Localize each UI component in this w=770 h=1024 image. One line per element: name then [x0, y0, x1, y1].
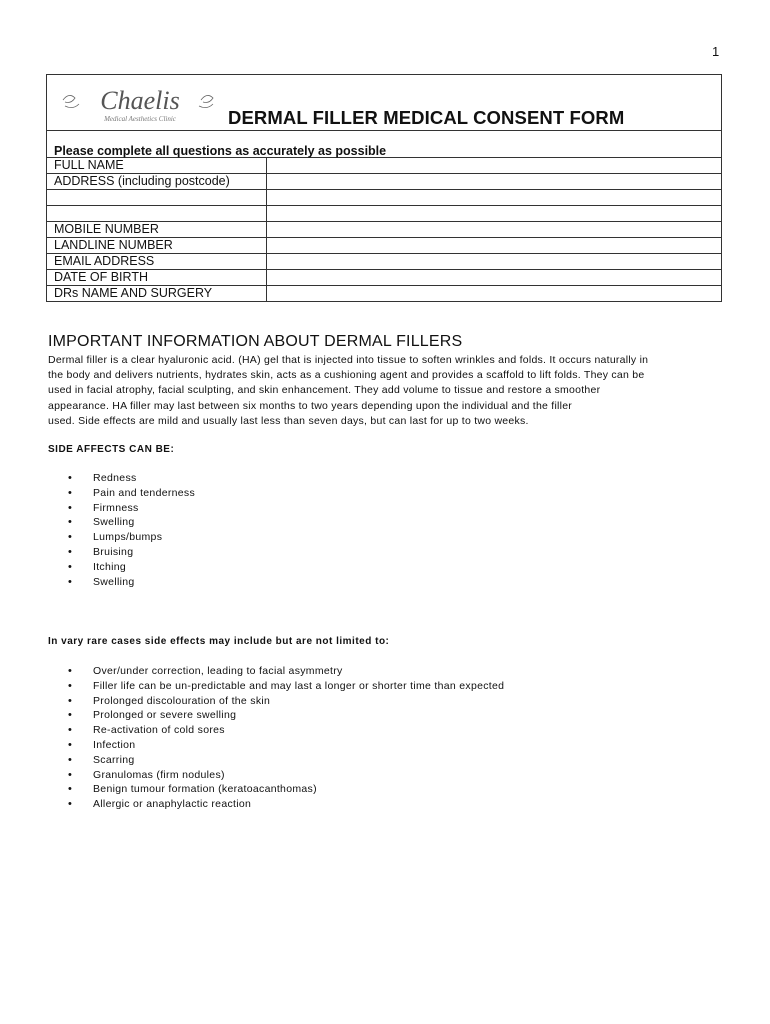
list-item: • Benign tumour formation (keratoacanthomas)	[48, 782, 504, 797]
logo-tagline: Medical Aesthetics Clinic	[104, 115, 176, 123]
table-row	[47, 286, 721, 302]
rare-effects-list	[48, 664, 504, 812]
header-divider	[227, 74, 721, 75]
page-number: 1	[712, 44, 720, 59]
table-row	[47, 206, 721, 222]
consent-form	[46, 74, 722, 302]
table-row	[47, 238, 721, 254]
info-line: the body and delivers nutrients, hydrates skin, acts as a cushioning agent and provides a scaffold to lift folds. They can be	[48, 369, 645, 382]
field-input[interactable]	[267, 254, 722, 270]
field-label: MOBILE NUMBER	[47, 222, 267, 238]
list-item: • Itching	[48, 560, 195, 575]
clinic-logo	[55, 76, 225, 128]
table-row	[47, 158, 721, 174]
field-label	[47, 206, 267, 222]
logo-flourish-left-2	[65, 104, 79, 108]
list-item: • Re-activation of cold sores	[48, 723, 504, 738]
list-item: • Prolonged or severe swelling	[48, 708, 504, 723]
field-input[interactable]	[267, 238, 722, 254]
form-instruction-row	[47, 131, 721, 158]
field-input[interactable]	[267, 174, 722, 190]
info-heading: IMPORTANT INFORMATION ABOUT DERMAL FILLERS	[48, 333, 463, 350]
list-item: • Prolonged discolouration of the skin	[48, 694, 504, 709]
list-item: • Granulomas (firm nodules)	[48, 768, 504, 783]
field-input[interactable]	[267, 158, 722, 174]
logo-flourish-left	[63, 95, 75, 102]
field-label: EMAIL ADDRESS	[47, 254, 267, 270]
list-item: • Lumps/bumps	[48, 530, 195, 545]
logo-flourish-right	[201, 95, 213, 102]
rare-effects-heading: In vary rare cases side effects may include but are not limited to:	[48, 636, 390, 647]
details-table	[47, 158, 721, 301]
table-row	[47, 254, 721, 270]
list-item: • Infection	[48, 738, 504, 753]
form-header	[47, 74, 721, 131]
list-item: • Swelling	[48, 575, 195, 590]
field-label	[47, 190, 267, 206]
list-item: • Firmness	[48, 501, 195, 516]
info-paragraph	[48, 353, 728, 429]
info-line: used in facial atrophy, facial sculpting, and skin enhancement. They add volume to tissue and restore a smoother	[48, 384, 601, 397]
field-input[interactable]	[267, 222, 722, 238]
field-label: ADDRESS (including postcode)	[47, 174, 267, 190]
info-line: Dermal filler is a clear hyaluronic acid. (HA) gel that is injected into tissue to soften wrinkles and folds. It occurs naturally in	[48, 354, 649, 366]
info-line: appearance. HA filler may last between six months to two years depending upon the individual and the filler	[48, 399, 573, 412]
field-input[interactable]	[267, 270, 722, 286]
field-input[interactable]	[267, 190, 722, 206]
list-item: • Allergic or anaphylactic reaction	[48, 797, 504, 812]
form-instruction: Please complete all questions as accurately as possible	[54, 144, 387, 158]
field-input[interactable]	[267, 206, 722, 222]
list-item: • Swelling	[48, 515, 195, 530]
side-effects-list	[48, 471, 195, 589]
field-input[interactable]	[267, 286, 722, 302]
info-line: used. Side effects are mild and usually last less than seven days, but can last for up to two weeks.	[48, 414, 529, 427]
form-title: DERMAL FILLER MEDICAL CONSENT FORM	[228, 107, 625, 128]
side-effects-heading: SIDE AFFECTS CAN BE:	[48, 444, 175, 455]
list-item: • Over/under correction, leading to facial asymmetry	[48, 664, 504, 679]
field-label: DATE OF BIRTH	[47, 270, 267, 286]
field-label: DRs NAME AND SURGERY	[47, 286, 267, 302]
logo-flourish-right-2	[199, 104, 213, 108]
list-item: • Pain and tenderness	[48, 486, 195, 501]
table-row	[47, 190, 721, 206]
field-label: LANDLINE NUMBER	[47, 238, 267, 254]
header-divider-left	[47, 74, 227, 75]
table-row	[47, 222, 721, 238]
logo-wordmark: Chaelis	[100, 86, 180, 115]
field-label: FULL NAME	[47, 158, 267, 174]
list-item: • Filler life can be un-predictable and may last a longer or shorter time than expected	[48, 679, 504, 694]
table-row	[47, 174, 721, 190]
list-item: • Redness	[48, 471, 195, 486]
list-item: • Scarring	[48, 753, 504, 768]
table-row	[47, 270, 721, 286]
list-item: • Bruising	[48, 545, 195, 560]
